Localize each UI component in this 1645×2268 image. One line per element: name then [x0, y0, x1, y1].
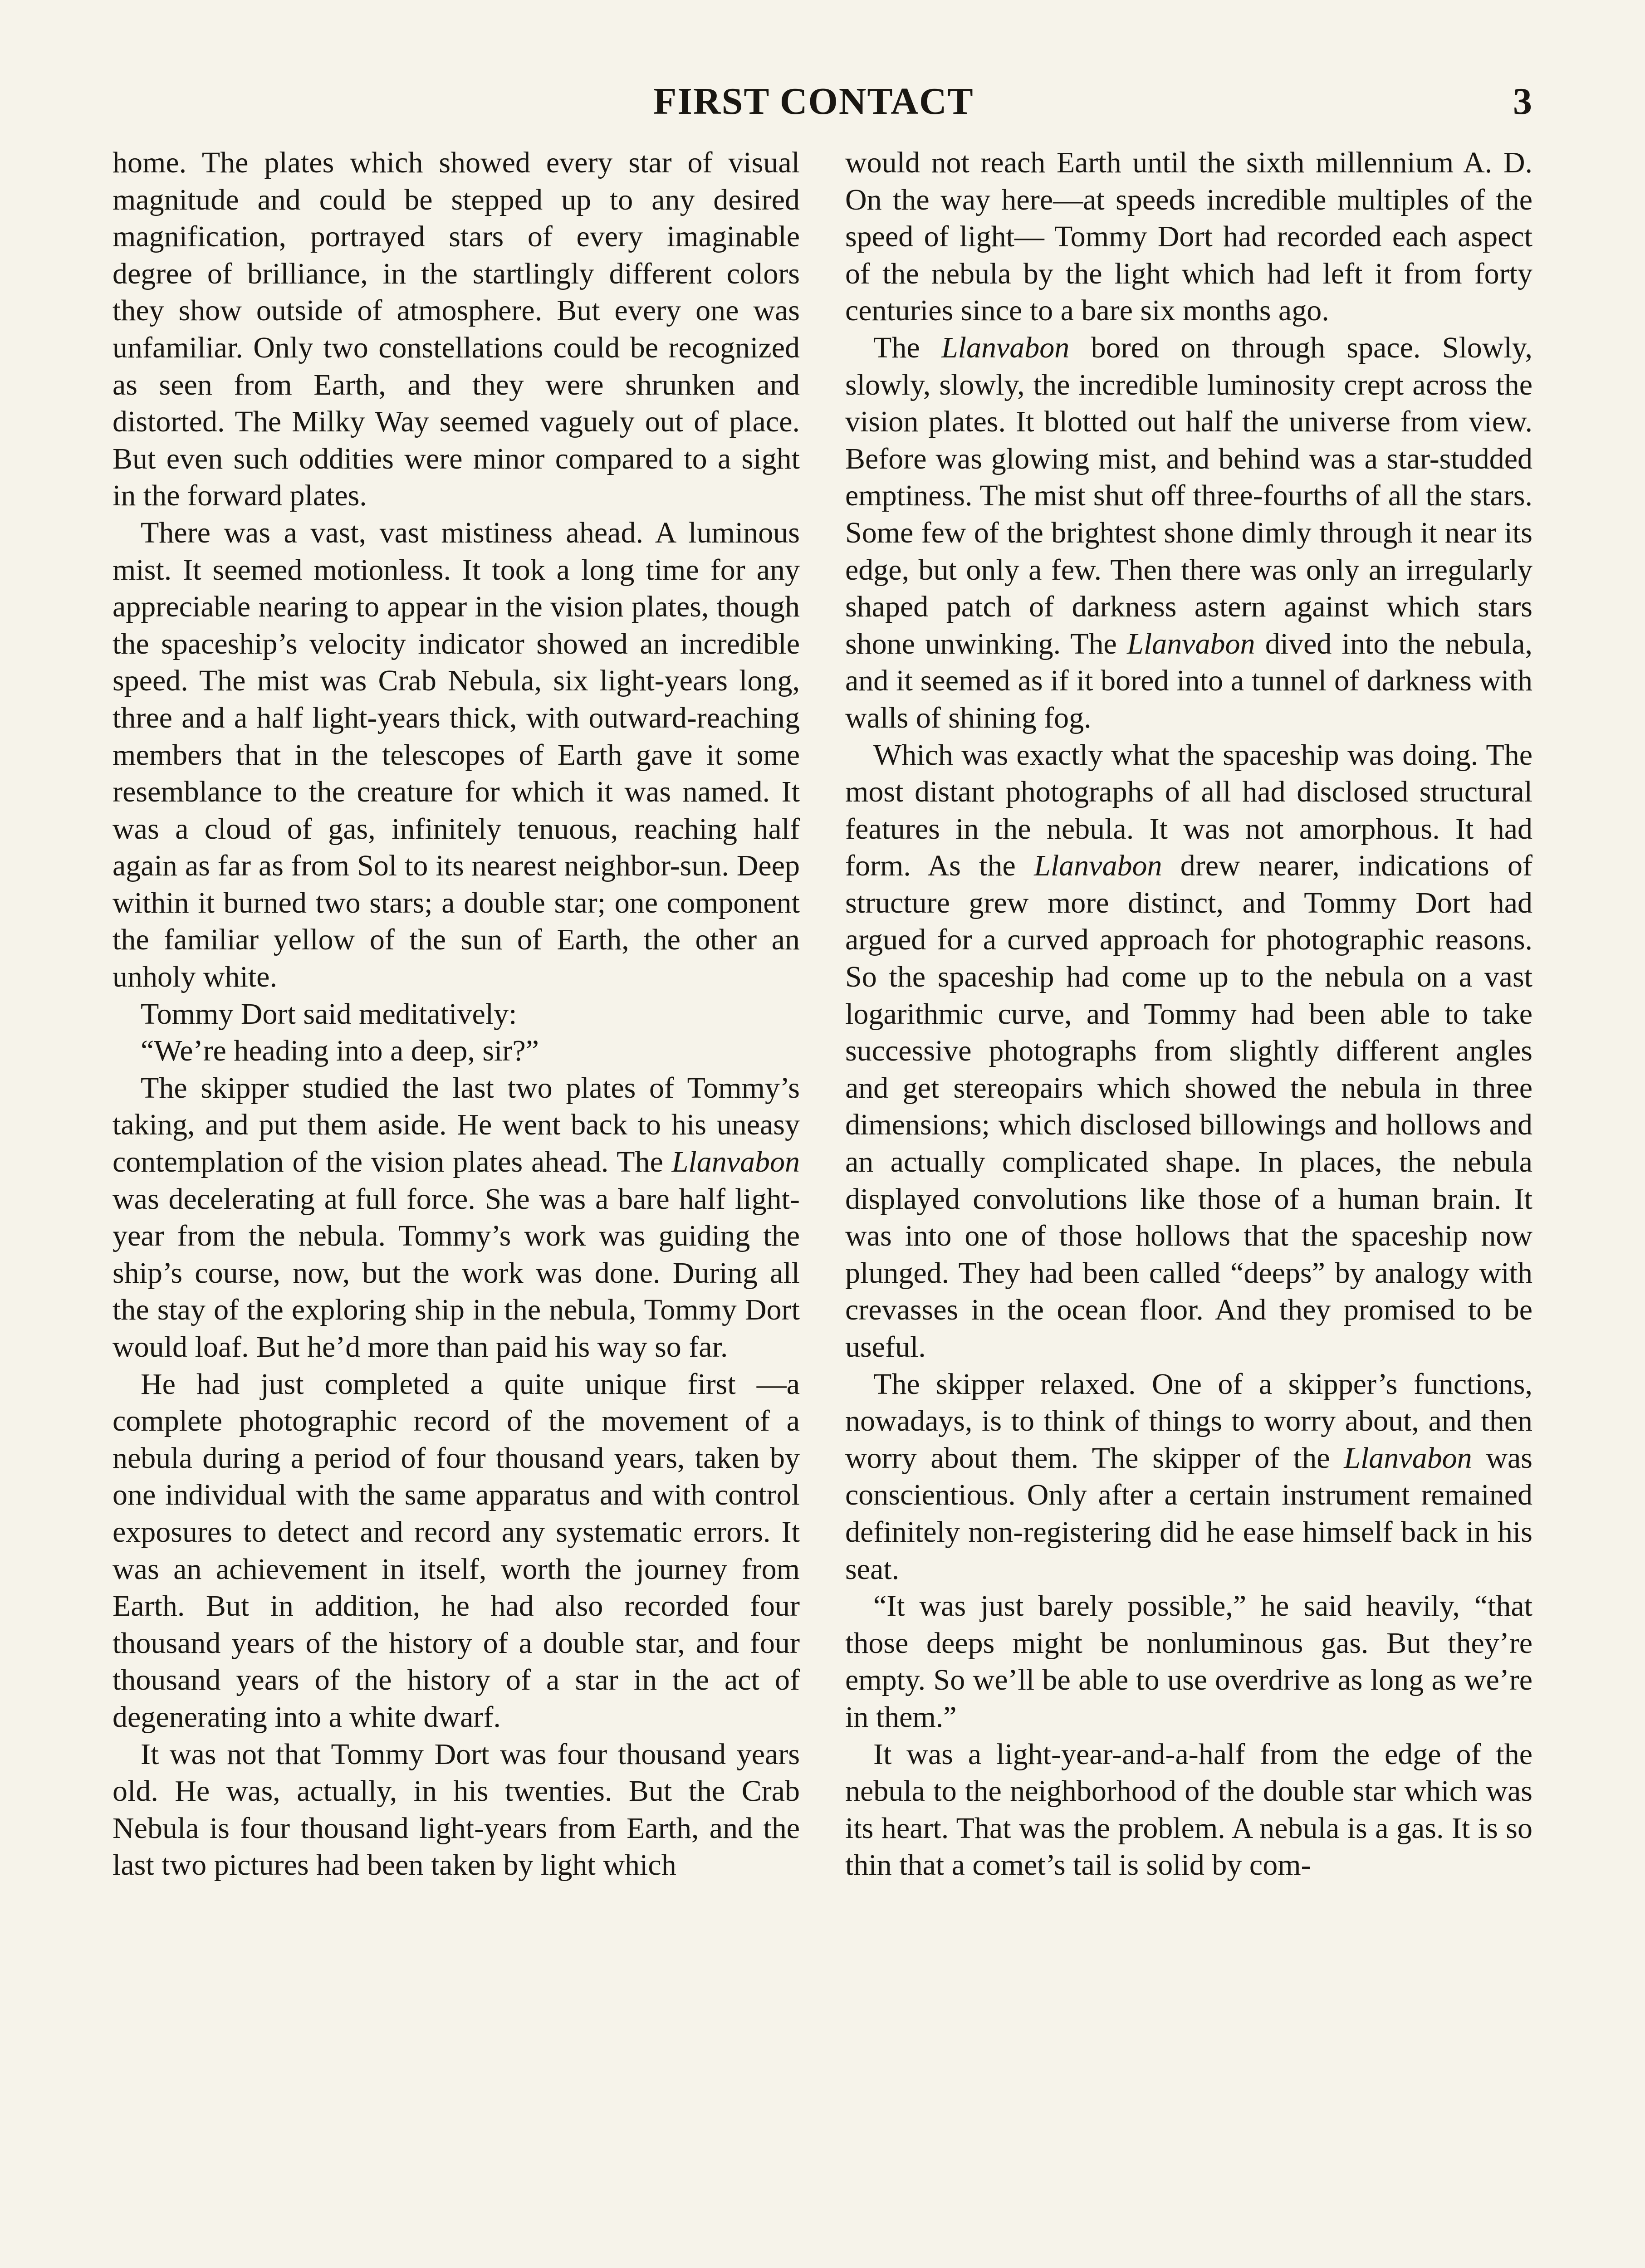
- paragraph: [845, 1366, 1532, 1588]
- ship-name: Llanvabon: [671, 1145, 800, 1179]
- paragraph: would not reach Earth until the sixth millennium A. D. On the way here—at speeds incredible multiples of the speed of light— Tommy Dort had recorded each aspect of the nebula by the light which had left it from forty centuries since to a bare six months ago.: [845, 146, 1532, 327]
- paragraph: It was not that Tommy Dort was four thousand years old. He was, actually, in his twenties. But the Crab Nebula is four thousand light-years from Earth, and the last two pictures had been taken by light which: [113, 1737, 800, 1882]
- text-run: was conscientious. Only after a certain instrument remained definitely non-registering did he ease himself back in his seat.: [845, 1441, 1532, 1586]
- paragraph: “We’re heading into a deep, sir?”: [141, 1034, 539, 1068]
- paragraph: He had just completed a quite unique first —a complete photographic record of the movement of a nebula during a period of four thousand years, taken by one individual with the same apparatus and with control exposures to detect and record any systematic errors. It was an achievement in itself, worth the journey from Earth. But in addition, he had also recorded four thousand years of the history of a double star, and four thousand years of the history of a star in the act of degenerating into a white dwarf.: [113, 1367, 800, 1734]
- paragraph: “It was just barely possible,” he said heavily, “that those deeps might be nonluminous gas. But they’re empty. So we’ll be able to use overdrive as long as we’re in them.”: [845, 1589, 1532, 1734]
- paragraph: [845, 329, 1532, 737]
- text-run: The: [873, 331, 941, 364]
- right-text-column: [845, 144, 1532, 2268]
- ship-name: Llanvabon: [1344, 1441, 1472, 1475]
- paragraph: It was a light-year-and-a-half from the edge of the nebula to the neighborhood of the double star which was its heart. That was the problem. A nebula is a gas. It is so thin that a comet’s tail is solid by com-: [845, 1737, 1532, 1882]
- paragraph: There was a vast, vast mistiness ahead. A luminous mist. It seemed motionless. It took a long time for any appreciable nearing to appear in the vision plates, though the spaceship’s velocity indicator showed an incredible speed. The mist was Crab Nebula, six light-years long, three and a half light-years thick, with outward-reaching members that in the telescopes of Earth gave it some resemblance to the creature for which it was named. It was a cloud of gas, infinitely tenuous, reaching half again as far as from Sol to its nearest neighbor-sun. Deep within it burned two stars; a double star; one component the familiar yellow of the sun of Earth, the other an unholy white.: [113, 516, 800, 994]
- paragraph: home. The plates which showed every star of visual magnitude and could be stepped up to any desired magnification, portrayed stars of every imaginable degree of brilliance, in the startlingly different colors they show outside of atmosphere. But every one was unfamiliar. Only two constellations could be recognized as seen from Earth, and they were shrunken and distorted. The Milky Way seemed vaguely out of place. But even such oddities were minor compared to a sight in the forward plates.: [113, 146, 800, 513]
- text-run: drew nearer, indications of structure grew more distinct, and Tommy Dort had argued for a curved approach for photographic reasons. So the spaceship had come up to the nebula on a vast logarithmic curve, and Tommy had been able to take successive photographs from slightly different angles and get stereopairs which showed the nebula in three dimensions; which disclosed billowings and hollows and an actually complicated shape. In places, the nebula displayed convolutions like those of a human brain. It was into one of those hollows that the spaceship now plunged. They had been called “deeps” by analogy with crevasses in the ocean floor. And they promised to be useful.: [845, 849, 1532, 1364]
- text-run: was decelerating at full force. She was a bare half light-year from the nebula. Tommy’s work was guiding the ship’s course, now, but the work was done. During all the stay of the exploring ship in the nebula, Tommy Dort would loaf. But he’d more than paid his way so far.: [113, 1182, 800, 1364]
- paragraph: [845, 737, 1532, 1366]
- text-run: dived into the nebula, and it seemed as if it bored into a tunnel of darkness with walls of shining fog.: [845, 627, 1532, 734]
- paragraph: Tommy Dort said meditatively:: [141, 997, 517, 1031]
- text-run: Which was exactly what the spaceship was doing. The most distant photographs of all had disclosed structural features in the nebula. It was not amorphous. It had form. As the: [845, 738, 1532, 883]
- text-run: The skipper relaxed. One of a skipper’s functions, nowadays, is to think of things to worry about, and then worry about them. The skipper of the: [845, 1367, 1532, 1475]
- ship-name: Llanvabon: [1127, 627, 1255, 660]
- running-title: FIRST CONTACT: [653, 80, 974, 122]
- text-run: The skipper studied the last two plates of Tommy’s taking, and put them aside. He went back to his uneasy contemplation of the vision plates ahead. The: [113, 1071, 800, 1179]
- page-number: 3: [1513, 80, 1532, 122]
- ship-name: Llanvabon: [1034, 849, 1162, 883]
- ship-name: Llanvabon: [941, 331, 1070, 364]
- running-head: [0, 79, 1645, 129]
- text-run: bored on through space. Slowly, slowly, slowly, the incredible luminosity crept across the vision plates. It blotted out half the universe from view. Before was glowing mist, and behind was a star-studded emptiness. The mist shut off three-fourths of all the stars. Some few of the brightest shone dimly through it near its edge, but only a few. Then there was only an irregularly shaped patch of darkness astern against which stars shone unwinking. The: [845, 331, 1532, 660]
- paragraph: [113, 1070, 800, 1366]
- left-text-column: [113, 144, 800, 2268]
